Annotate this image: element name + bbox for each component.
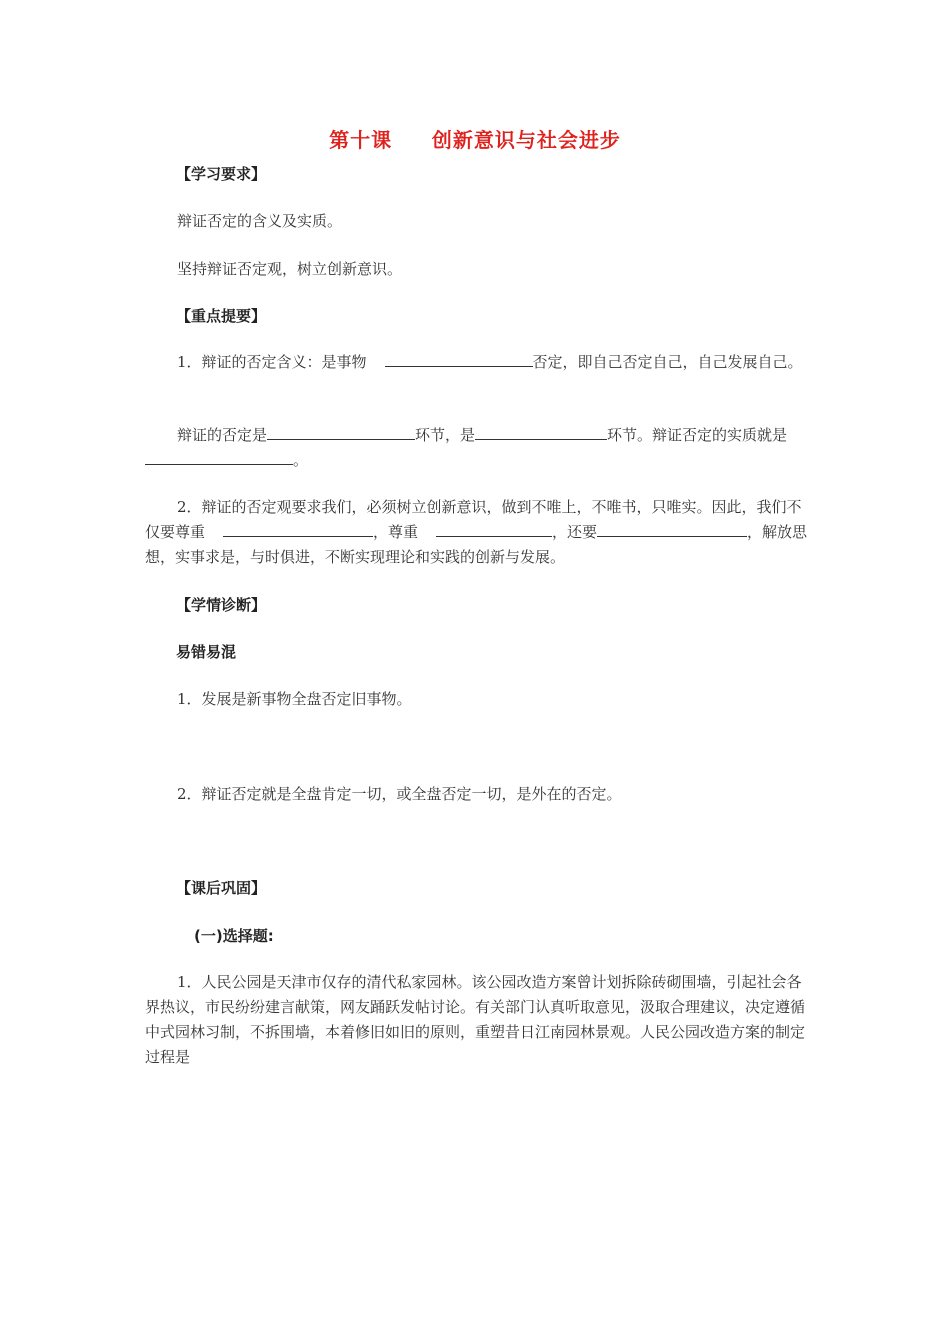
requirement-item-1: 辩证否定的含义及实质。: [177, 212, 343, 230]
keypoint-2-text-a: 辩证的否定是: [177, 426, 268, 444]
fill-blank[interactable]: [436, 520, 552, 537]
keypoint-paragraph-1: [145, 350, 815, 375]
diagnosis-item-1: 1．发展是新事物全盘否定旧事物。: [177, 690, 412, 708]
section-heading-keypoints: 【重点提要】: [176, 307, 267, 325]
keypoint-2-text-c: 环节。辩证否定的实质就是: [607, 426, 788, 444]
question-1-text: 1．人民公园是天津市仅存的清代私家园林。该公园改造方案曾计划拆除砖砌围墙，引起社会各界热议，市民纷纷建言献策，网友踊跃发帖讨论。有关部门认真听取意见，汲取合理建议，决定遵循中式园林习制，不拆围墙，本着修旧如旧的原则，重塑昔日江南园林景观。人民公园改造方案的制定过程是: [145, 973, 806, 1066]
fill-blank[interactable]: [223, 520, 373, 537]
diagnosis-item-2: 2．辩证否定就是全盘肯定一切，或全盘否定一切，是外在的否定。: [177, 785, 622, 803]
keypoint-1-text-a: 1．辩证的否定含义：是事物: [177, 353, 367, 371]
keypoint-1-text-b: 否定，即自己否定自己，自己发展自己。: [532, 353, 803, 371]
requirement-item-2: 坚持辩证否定观，树立创新意识。: [177, 260, 403, 278]
keypoint-paragraph-3: [145, 495, 815, 570]
fill-blank[interactable]: [145, 448, 293, 465]
keypoint-3-text-b: ，尊重: [373, 523, 419, 541]
keypoint-3-text-c: ，还要: [552, 523, 598, 541]
keypoint-paragraph-2: [145, 423, 815, 473]
fill-blank[interactable]: [597, 520, 747, 537]
section-heading-requirements: 【学习要求】: [176, 165, 267, 183]
fill-blank[interactable]: [385, 350, 533, 367]
keypoint-3-text-a: 2．辩证的否定观要求我们，必须树立创新意识，做到不唯上，不唯书，只唯实。因此，我们不仅要尊重: [145, 498, 802, 541]
keypoint-3-text-d: ，解放思想，实事求是，与时俱进，不断实现理论和实践的创新与发展。: [145, 523, 808, 566]
fill-blank[interactable]: [267, 423, 415, 440]
section-heading-diagnosis: 【学情诊断】: [176, 596, 267, 614]
subheading-choice-questions: (一)选择题:: [194, 927, 274, 945]
subheading-error-prone: 易错易混: [176, 643, 237, 661]
section-heading-consolidation: 【课后巩固】: [176, 879, 267, 897]
page-title: 第十课 创新意识与社会进步: [329, 128, 621, 152]
keypoint-2-text-d: 。: [293, 451, 309, 469]
keypoint-2-text-b: 环节，是: [415, 426, 476, 444]
fill-blank[interactable]: [475, 423, 607, 440]
